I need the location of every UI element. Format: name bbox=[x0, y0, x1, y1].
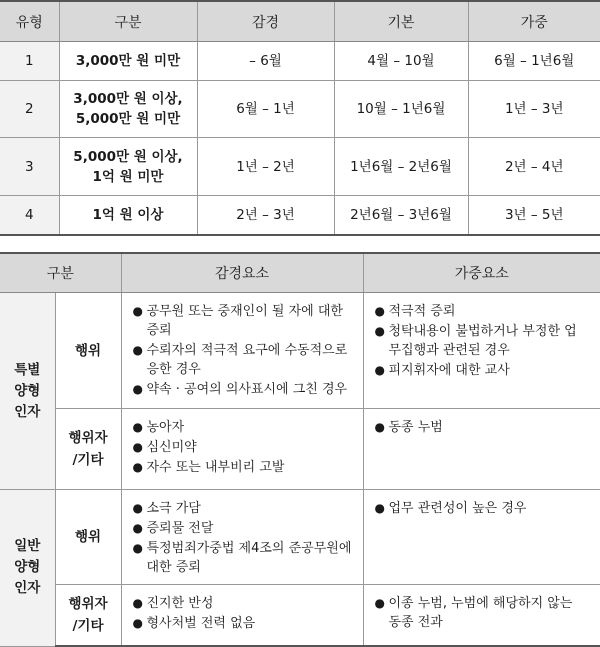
table-row bbox=[0, 409, 600, 490]
list-item bbox=[133, 519, 352, 538]
cell-category: 1억 원 이상 bbox=[59, 196, 197, 236]
reducing-factor-list bbox=[123, 586, 362, 638]
aggravating-cell bbox=[363, 293, 600, 409]
sentencing-factors-table bbox=[0, 252, 600, 647]
header-category: 구분 bbox=[0, 253, 121, 293]
cell-type: 4 bbox=[0, 196, 59, 236]
bullet-icon: ● bbox=[132, 541, 143, 555]
cell-type: 3 bbox=[0, 138, 59, 196]
aggravating-cell bbox=[363, 490, 600, 585]
cell-aggravated: 1년 – 3년 bbox=[468, 81, 600, 138]
list-item bbox=[375, 361, 590, 380]
reducing-cell bbox=[121, 293, 363, 409]
sub-label: 행위 bbox=[55, 490, 121, 585]
list-item bbox=[133, 302, 352, 340]
table-row bbox=[0, 81, 600, 138]
group-label: 일반 양형 인자 bbox=[0, 490, 55, 647]
cell-type: 2 bbox=[0, 81, 59, 138]
cell-basic: 1년6월 – 2년6월 bbox=[334, 138, 468, 196]
table-row bbox=[0, 42, 600, 81]
bullet-icon: ● bbox=[374, 363, 385, 377]
aggravating-factor-list bbox=[365, 491, 600, 523]
bullet-icon: ● bbox=[374, 304, 385, 318]
sentencing-range-table bbox=[0, 0, 600, 236]
header-aggravated: 가중 bbox=[468, 1, 600, 42]
cell-reduced: 1년 – 2년 bbox=[197, 138, 334, 196]
bullet-icon: ● bbox=[132, 596, 143, 610]
list-item bbox=[133, 438, 352, 457]
table-row bbox=[0, 196, 600, 236]
list-item bbox=[375, 594, 590, 632]
list-item-text: 특정범죄가중법 제4조의 준공무원에 대한 증뢰 bbox=[146, 541, 352, 575]
table-row bbox=[0, 490, 600, 585]
cell-basic: 4월 – 10월 bbox=[334, 42, 468, 81]
bullet-icon: ● bbox=[132, 501, 143, 515]
reducing-cell bbox=[121, 409, 363, 490]
aggravating-factor-list bbox=[365, 586, 600, 637]
reducing-factor-list bbox=[123, 491, 362, 582]
group-label: 특별 양형 인자 bbox=[0, 293, 55, 490]
aggravating-factor-list bbox=[365, 410, 600, 442]
list-item bbox=[375, 302, 590, 321]
list-item bbox=[133, 341, 352, 379]
header-reducing-factors: 감경요소 bbox=[121, 253, 363, 293]
list-item-text: 증뢰물 전달 bbox=[146, 521, 214, 536]
bullet-icon: ● bbox=[132, 343, 143, 357]
table-header-row bbox=[0, 253, 600, 293]
sub-label: 행위 bbox=[55, 293, 121, 409]
bullet-icon: ● bbox=[374, 420, 385, 434]
list-item bbox=[133, 458, 352, 477]
list-item-text: 이종 누범, 누범에 해당하지 않는 동종 전과 bbox=[388, 596, 573, 630]
bullet-icon: ● bbox=[132, 460, 143, 474]
table-row bbox=[0, 293, 600, 409]
cell-basic: 10월 – 1년6월 bbox=[334, 81, 468, 138]
cell-aggravated: 6월 – 1년6월 bbox=[468, 42, 600, 81]
list-item-text: 동종 누범 bbox=[388, 420, 443, 435]
aggravating-cell bbox=[363, 585, 600, 647]
list-item-text: 심신미약 bbox=[146, 440, 197, 455]
cell-basic: 2년6월 – 3년6월 bbox=[334, 196, 468, 236]
reducing-cell bbox=[121, 490, 363, 585]
sub-label: 행위자 /기타 bbox=[55, 409, 121, 490]
header-type: 유형 bbox=[0, 1, 59, 42]
list-item-text: 적극적 증뢰 bbox=[388, 304, 456, 319]
list-item bbox=[133, 380, 352, 399]
table-header-row bbox=[0, 1, 600, 42]
header-basic: 기본 bbox=[334, 1, 468, 42]
reducing-cell bbox=[121, 585, 363, 647]
list-item bbox=[375, 322, 590, 360]
cell-reduced: – 6월 bbox=[197, 42, 334, 81]
reducing-factor-list bbox=[123, 410, 362, 482]
cell-aggravated: 2년 – 4년 bbox=[468, 138, 600, 196]
bullet-icon: ● bbox=[132, 382, 143, 396]
cell-category: 3,000만 원 이상, 5,000만 원 미만 bbox=[59, 81, 197, 138]
aggravating-factor-list bbox=[365, 294, 600, 385]
bullet-icon: ● bbox=[132, 420, 143, 434]
cell-reduced: 2년 – 3년 bbox=[197, 196, 334, 236]
cell-type: 1 bbox=[0, 42, 59, 81]
list-item bbox=[133, 594, 352, 613]
bullet-icon: ● bbox=[374, 324, 385, 338]
list-item-text: 진지한 반성 bbox=[146, 596, 214, 611]
list-item-text: 자수 또는 내부비리 고발 bbox=[146, 460, 285, 475]
header-reduced: 감경 bbox=[197, 1, 334, 42]
list-item bbox=[133, 539, 352, 577]
list-item-text: 형사처벌 전력 없음 bbox=[146, 616, 256, 631]
list-item bbox=[375, 499, 590, 518]
cell-aggravated: 3년 – 5년 bbox=[468, 196, 600, 236]
bullet-icon: ● bbox=[374, 596, 385, 610]
list-item-text: 공무원 또는 중재인이 될 자에 대한 증뢰 bbox=[146, 304, 343, 338]
bullet-icon: ● bbox=[374, 501, 385, 515]
list-item-text: 약속 · 공여의 의사표시에 그친 경우 bbox=[146, 382, 348, 397]
header-aggravating-factors: 가중요소 bbox=[363, 253, 600, 293]
list-item bbox=[375, 418, 590, 437]
list-item-text: 피지휘자에 대한 교사 bbox=[388, 363, 510, 378]
aggravating-cell bbox=[363, 409, 600, 490]
cell-category: 5,000만 원 이상, 1억 원 미만 bbox=[59, 138, 197, 196]
cell-category: 3,000만 원 미만 bbox=[59, 42, 197, 81]
list-item bbox=[133, 614, 352, 633]
list-item-text: 농아자 bbox=[146, 420, 185, 435]
list-item-text: 수뢰자의 적극적 요구에 수동적으로 응한 경우 bbox=[146, 343, 348, 377]
sub-label: 행위자 /기타 bbox=[55, 585, 121, 647]
bullet-icon: ● bbox=[132, 616, 143, 630]
bullet-icon: ● bbox=[132, 440, 143, 454]
list-item-text: 업무 관련성이 높은 경우 bbox=[388, 501, 527, 516]
reducing-factor-list bbox=[123, 294, 362, 404]
header-category: 구분 bbox=[59, 1, 197, 42]
list-item bbox=[133, 499, 352, 518]
list-item bbox=[133, 418, 352, 437]
cell-reduced: 6월 – 1년 bbox=[197, 81, 334, 138]
table-row bbox=[0, 138, 600, 196]
bullet-icon: ● bbox=[132, 304, 143, 318]
list-item-text: 청탁내용이 불법하거나 부정한 업무집행과 관련된 경우 bbox=[388, 324, 577, 358]
list-item-text: 소극 가담 bbox=[146, 501, 201, 516]
table-row bbox=[0, 585, 600, 647]
bullet-icon: ● bbox=[132, 521, 143, 535]
